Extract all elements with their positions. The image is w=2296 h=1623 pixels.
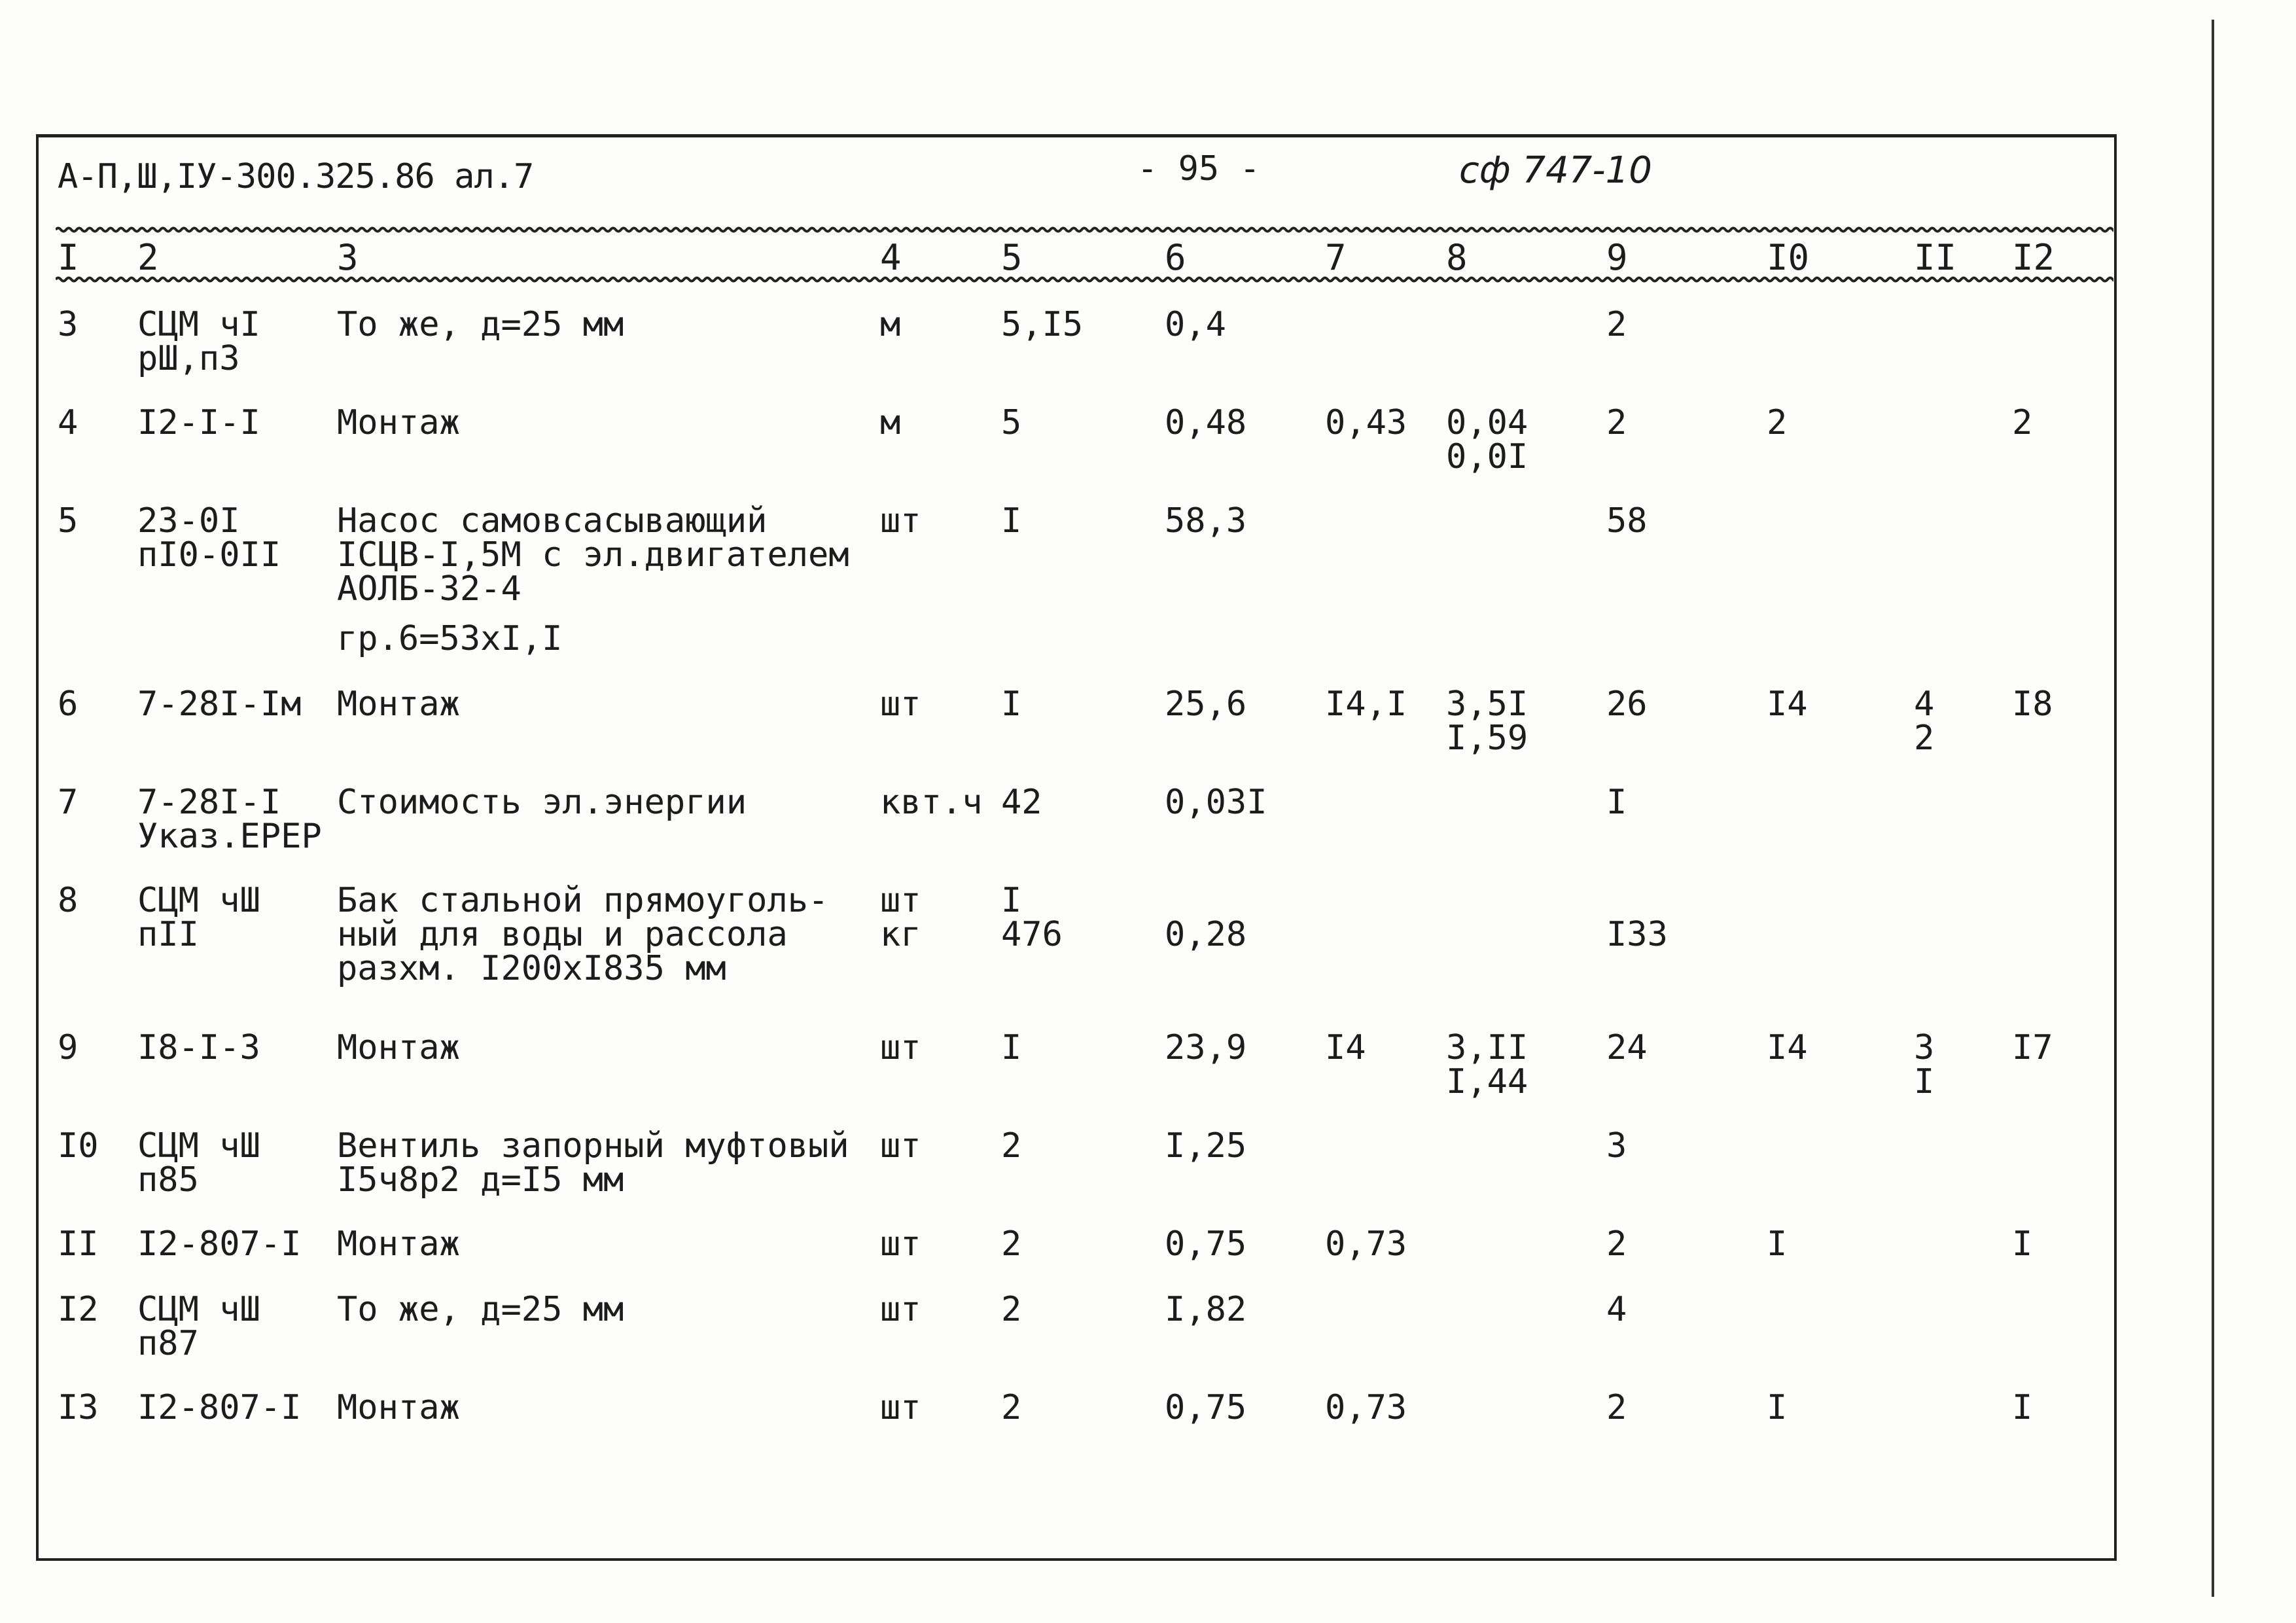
column-header: 3 <box>337 237 359 278</box>
row-number: II <box>58 1224 99 1264</box>
column-header: I0 <box>1767 237 1810 278</box>
work-description: То же, д=25 мм <box>337 1290 624 1329</box>
quantity: 2 <box>1001 1290 1022 1329</box>
unit-cost: 0,75 <box>1165 1388 1247 1427</box>
row-number: 3 <box>58 305 79 344</box>
column-header: 9 <box>1606 237 1628 278</box>
unit: шт <box>880 1388 921 1427</box>
unit: шт кг <box>880 881 921 954</box>
norm-code: СЦМ чШ п85 <box>137 1126 260 1200</box>
total-cost: I <box>1606 783 1627 822</box>
unit: шт <box>880 501 921 541</box>
work-description: Монтаж <box>337 1388 460 1427</box>
quantity: 2 <box>1001 1388 1022 1427</box>
column-header: 5 <box>1001 237 1023 278</box>
row-number: 7 <box>58 783 79 822</box>
total-cost: 2 <box>1606 1224 1627 1264</box>
column-header: II <box>1914 237 1957 278</box>
column-header: 7 <box>1325 237 1347 278</box>
unit: шт <box>880 1126 921 1166</box>
unit-cost: I,25 <box>1165 1126 1247 1166</box>
handwritten-sheet-ref: сф 747-10 <box>1459 149 1652 192</box>
total-wages: I <box>1767 1388 1788 1427</box>
machine-cost: 0,04 0,0I <box>1446 403 1528 476</box>
total-cost: 2 <box>1606 1388 1627 1427</box>
norm-code: I8-I-3 <box>137 1028 260 1067</box>
unit-cost: 0,48 <box>1165 403 1247 442</box>
unit: м <box>880 403 901 442</box>
wage-cost: I4,I <box>1325 685 1407 724</box>
work-description: Монтаж <box>337 685 460 724</box>
row-number: 4 <box>58 403 79 442</box>
total-wages: I4 <box>1767 1028 1808 1067</box>
column-header: 4 <box>880 237 902 278</box>
column-header: I2 <box>2012 237 2055 278</box>
wage-cost: 0,73 <box>1325 1388 1407 1427</box>
page-number: - 95 - <box>1137 149 1260 188</box>
row-number: 8 <box>58 881 79 920</box>
total-wages: 2 <box>1767 403 1788 442</box>
machine-cost: 3,5I I,59 <box>1446 685 1528 758</box>
work-description: То же, д=25 мм <box>337 305 624 344</box>
unit-cost: 23,9 <box>1165 1028 1247 1067</box>
norm-code: СЦМ чШ пII <box>137 881 260 954</box>
total-cost: 58 <box>1606 501 1648 541</box>
work-description: Монтаж <box>337 403 460 442</box>
quantity: 5,I5 <box>1001 305 1084 344</box>
column-header: 8 <box>1446 237 1468 278</box>
total-cost: 2 <box>1606 305 1627 344</box>
column-header: I <box>58 237 79 278</box>
document-code: А-П,Ш,IУ-300.325.86 ал.7 <box>58 157 534 196</box>
quantity: 2 <box>1001 1224 1022 1264</box>
wage-cost: 0,73 <box>1325 1224 1407 1264</box>
total-cost: I33 <box>1606 915 1668 954</box>
norm-code: 23-0I пI0-0II <box>137 501 281 575</box>
row-number: I2 <box>58 1290 99 1329</box>
row-number: 6 <box>58 685 79 724</box>
norm-code: СЦМ чI рШ,п3 <box>137 305 260 378</box>
work-description: Монтаж <box>337 1028 460 1067</box>
total-machine: 3 I <box>1914 1028 1935 1101</box>
column-header: 6 <box>1165 237 1186 278</box>
total-cost: 4 <box>1606 1290 1627 1329</box>
unit-cost: 0,75 <box>1165 1224 1247 1264</box>
quantity: 42 <box>1001 783 1042 822</box>
unit-cost: 0,28 <box>1165 915 1247 954</box>
total-machine: 4 2 <box>1914 685 1935 758</box>
labour: I7 <box>2012 1028 2053 1067</box>
total-cost: 24 <box>1606 1028 1648 1067</box>
unit: шт <box>880 1028 921 1067</box>
work-description: Вентиль запорный муфтовый I5ч8р2 д=I5 мм <box>337 1126 849 1200</box>
total-cost: 2 <box>1606 403 1627 442</box>
cost-note: гр.6=53хI,I <box>337 619 563 658</box>
norm-code: СЦМ чШ п87 <box>137 1290 260 1363</box>
total-cost: 26 <box>1606 685 1648 724</box>
unit-cost: 0,4 <box>1165 305 1226 344</box>
unit: м <box>880 305 901 344</box>
work-description: Бак стальной прямоуголь- ный для воды и рассола разхм. I200хI835 мм <box>337 881 829 988</box>
labour: I <box>2012 1224 2033 1264</box>
unit: шт <box>880 685 921 724</box>
header-top-rule <box>56 225 2113 234</box>
quantity: I 476 <box>1001 881 1063 954</box>
unit: квт.ч <box>880 783 983 822</box>
page-edge-rule <box>2212 20 2214 1597</box>
unit: шт <box>880 1290 921 1329</box>
labour: 2 <box>2012 403 2033 442</box>
quantity: 2 <box>1001 1126 1022 1166</box>
document-frame <box>36 134 2117 1561</box>
unit: шт <box>880 1224 921 1264</box>
unit-cost: 58,3 <box>1165 501 1247 541</box>
wage-cost: 0,43 <box>1325 403 1407 442</box>
wage-cost: I4 <box>1325 1028 1366 1067</box>
norm-code: 7-28I-I Указ.ЕРЕР <box>137 783 322 856</box>
norm-code: I2-807-I <box>137 1224 302 1264</box>
quantity: I <box>1001 685 1022 724</box>
norm-code: I2-I-I <box>137 403 260 442</box>
total-wages: I <box>1767 1224 1788 1264</box>
total-cost: 3 <box>1606 1126 1627 1166</box>
labour: I8 <box>2012 685 2053 724</box>
row-number: I0 <box>58 1126 99 1166</box>
quantity: I <box>1001 1028 1022 1067</box>
row-number: 9 <box>58 1028 79 1067</box>
row-number: 5 <box>58 501 79 541</box>
work-description: Монтаж <box>337 1224 460 1264</box>
quantity: 5 <box>1001 403 1022 442</box>
norm-code: 7-28I-Iм <box>137 685 302 724</box>
quantity: I <box>1001 501 1022 541</box>
work-description: Насос самовсасывающий IСЦВ-I,5М с эл.двигателем АОЛБ-32-4 <box>337 501 849 609</box>
machine-cost: 3,II I,44 <box>1446 1028 1528 1101</box>
unit-cost: I,82 <box>1165 1290 1247 1329</box>
total-wages: I4 <box>1767 685 1808 724</box>
unit-cost: 0,03I <box>1165 783 1267 822</box>
unit-cost: 25,6 <box>1165 685 1247 724</box>
row-number: I3 <box>58 1388 99 1427</box>
norm-code: I2-807-I <box>137 1388 302 1427</box>
work-description: Стоимость эл.энергии <box>337 783 747 822</box>
labour: I <box>2012 1388 2033 1427</box>
column-header: 2 <box>137 237 159 278</box>
